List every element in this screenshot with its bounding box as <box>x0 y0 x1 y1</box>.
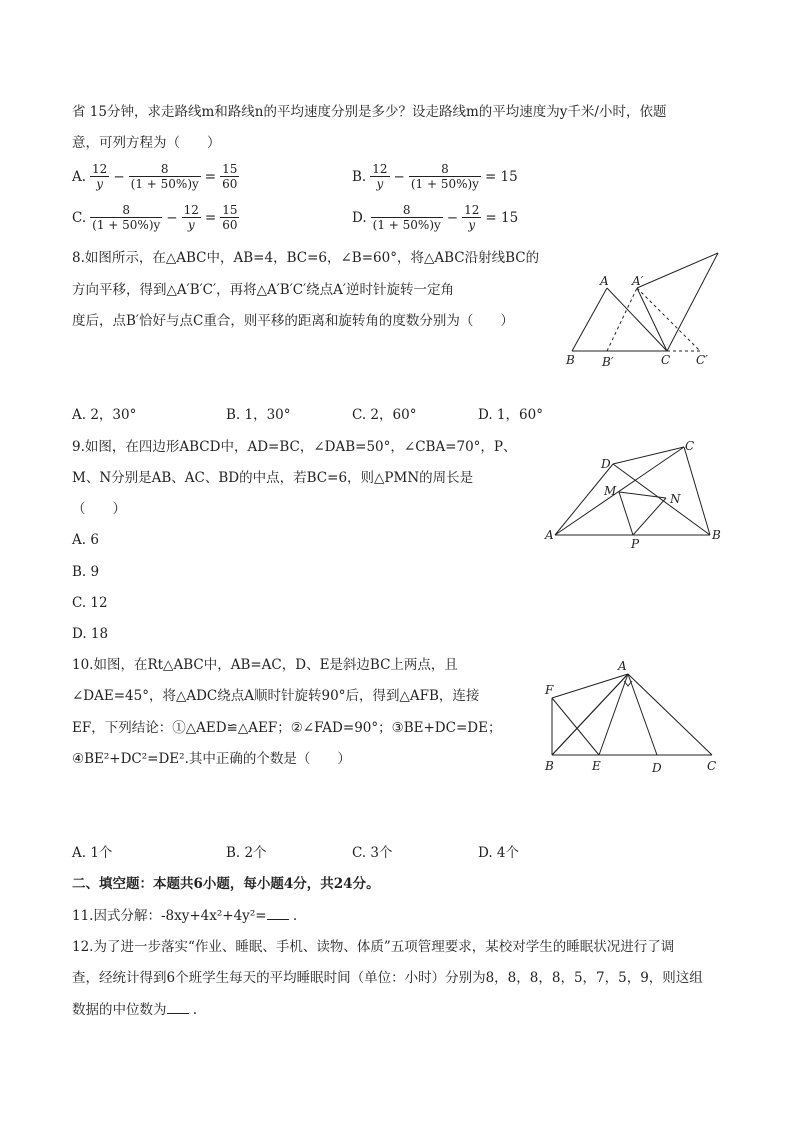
operator: − <box>113 168 125 185</box>
numerator: 8 <box>409 162 481 177</box>
denominator: 60 <box>222 177 238 191</box>
segment-mn <box>619 492 666 498</box>
fraction <box>409 162 481 191</box>
q9-line2: M、N分别是AB、AC、BD的中点，若BC=6，则△PMN的周长是 <box>72 470 474 486</box>
label-c: C <box>661 353 671 367</box>
segment-ab <box>572 288 607 351</box>
q8-figure <box>560 248 730 373</box>
denominator: (1 + 50%)y <box>372 218 441 232</box>
section-heading: 二、填空题：本题共6小题，每小题4分，共24分。 <box>72 876 380 892</box>
label-b: B <box>545 759 554 773</box>
numerator: 12 <box>372 162 388 176</box>
segment-fe <box>552 698 599 755</box>
denominator: (1 + 50%)y <box>130 177 199 191</box>
fraction <box>371 203 443 232</box>
label-a: A <box>545 528 554 542</box>
q11-tail: . <box>292 908 298 924</box>
option-label: D. <box>352 209 367 226</box>
numerator: 15 <box>222 203 238 217</box>
numerator: 8 <box>90 203 162 218</box>
segment-ac <box>555 447 684 535</box>
segment-a1-top <box>637 253 718 288</box>
fraction <box>90 203 162 232</box>
q8-option-b: B. 1，30° <box>226 407 291 423</box>
label-e: E <box>592 759 601 773</box>
segment-dc <box>613 447 684 464</box>
q11-text: 11.因式分解：-8xy+4x²+4y²= <box>72 908 267 924</box>
numerator: 12 <box>183 203 199 217</box>
label-m: M <box>604 484 617 498</box>
denominator: (1 + 50%)y <box>92 218 161 232</box>
segment-mp <box>619 492 633 535</box>
fraction <box>220 162 239 191</box>
q10-line2: ∠DAE=45°，将△ADC绕点A顺时针旋转90°后，得到△AFB，连接 <box>72 688 480 704</box>
option-label: B. <box>352 168 367 185</box>
label-d: D <box>652 761 662 775</box>
q9-option-b: B. 9 <box>72 564 100 580</box>
q7-option-b <box>352 162 518 191</box>
q9-option-d: D. 18 <box>72 626 109 642</box>
q10-figure <box>540 656 725 776</box>
label-b: B <box>712 528 721 542</box>
q12-line1: 12.为了进一步落实“作业、睡眠、手机、读物、体质”五项管理要求，某校对学生的睡眠状况进行了调 <box>72 939 675 955</box>
q10-line3: EF，下列结论：①△AED≌△AEF；②∠FAD=90°；③BE+DC=DE； <box>72 720 502 736</box>
label-f: F <box>545 683 554 697</box>
label-a: A <box>600 274 609 288</box>
segment-a1c1 <box>637 288 700 351</box>
numerator: 8 <box>129 162 201 177</box>
segment-b1a1 <box>607 288 637 351</box>
label-d: D <box>601 457 611 471</box>
equals: = 15 <box>485 209 519 226</box>
numerator: 12 <box>464 203 480 217</box>
segment-cb <box>684 447 710 535</box>
q9-line3: （ ） <box>72 501 126 517</box>
q9-figure <box>540 436 725 554</box>
q10-option-c: C. 3个 <box>352 845 393 861</box>
q9-line1: 9.如图，在四边形ABCD中，AD=BC，∠DAB=50°，∠CBA=70°，P、 <box>72 439 517 455</box>
denominator: (1 + 50%)y <box>410 177 479 191</box>
fraction <box>370 162 389 191</box>
equals: = <box>204 168 217 185</box>
angle-mark <box>624 681 632 686</box>
q8-option-c: C. 2，60° <box>352 407 417 423</box>
denominator: y <box>187 218 195 232</box>
fraction <box>182 203 201 232</box>
equals: = 15 <box>484 168 518 185</box>
q8-line2: 方向平移，得到△A′B′C′，再将△A′B′C′绕点A′逆时针旋转一定角 <box>72 282 454 298</box>
q9-option-c: C. 12 <box>72 595 108 611</box>
q10-line4: ④BE²+DC²=DE².其中正确的个数是（ ） <box>72 751 351 767</box>
operator: − <box>393 168 405 185</box>
q9-option-a: A. 6 <box>72 532 99 548</box>
operator: − <box>446 209 459 226</box>
segment-np <box>633 498 666 535</box>
q10-option-d: D. 4个 <box>478 845 520 861</box>
operator: − <box>166 209 178 226</box>
numerator: 8 <box>371 203 443 218</box>
denominator: y <box>376 177 384 191</box>
q7-option-c <box>72 203 241 232</box>
q12-line3: 数据的中位数为 <box>72 1002 167 1018</box>
label-p: P <box>631 537 640 551</box>
fraction <box>220 203 239 232</box>
q12-tail: . <box>192 1002 198 1018</box>
denominator: y <box>468 218 476 232</box>
segment-a1c <box>637 288 667 351</box>
q12-line3-wrap <box>72 999 197 1020</box>
q10-option-a: A. 1个 <box>72 845 113 861</box>
segment-db <box>613 464 710 535</box>
numerator: 15 <box>222 162 238 176</box>
label-c: C <box>685 439 695 453</box>
q11 <box>72 905 297 926</box>
label-c: C <box>707 759 717 773</box>
answer-blank <box>167 999 189 1014</box>
label-a: A <box>618 659 627 673</box>
segment-ac <box>607 288 667 351</box>
fraction <box>462 203 481 232</box>
segment-ad <box>628 674 657 755</box>
q8-option-a: A. 2，30° <box>72 407 137 423</box>
equals: = <box>204 209 217 226</box>
label-c-prime: C′ <box>696 353 708 367</box>
q10-line1: 10.如图，在Rt△ABC中，AB=AC，D、E是斜边BC上两点，且 <box>72 657 458 673</box>
q12-line2: 查，经统计得到6个班学生每天的平均睡眠时间（单位：小时）分别为8，8，8，8，5，7，5，9，则这组 <box>72 970 703 986</box>
segment-ad <box>555 464 613 535</box>
q7-stem-line2: 意，可列方程为（ ） <box>72 135 221 151</box>
label-b: B <box>566 353 575 367</box>
fraction <box>90 162 109 191</box>
q7-stem-line1: 省 15分钟，求走路线m和路线n的平均速度分别是多少？设走路线m的平均速度为y千米/小时，依题 <box>72 104 667 120</box>
q8-line1: 8.如图所示，在△ABC中，AB=4，BC=6，∠B=60°，将△ABC沿射线BC的 <box>72 250 540 266</box>
denominator: y <box>96 177 104 191</box>
q10-option-b: B. 2个 <box>226 845 267 861</box>
q8-line3: 度后，点B′恰好与点C重合，则平移的距离和旋转角的度数分别为（ ） <box>72 313 514 329</box>
q8-option-d: D. 1，60° <box>478 407 543 423</box>
label-b-prime: B′ <box>602 355 614 369</box>
label-a-prime: A′ <box>632 274 644 288</box>
segment-ae <box>599 674 628 755</box>
q7-option-a <box>72 162 241 191</box>
option-label: C. <box>72 209 87 226</box>
segment-ac <box>628 674 712 755</box>
numerator: 12 <box>92 162 108 176</box>
fraction <box>129 162 201 191</box>
q7-option-d <box>352 203 518 232</box>
segment-top-c <box>667 253 718 351</box>
denominator: 60 <box>222 218 238 232</box>
label-n: N <box>670 492 681 506</box>
option-label: A. <box>72 168 87 185</box>
answer-blank <box>267 905 289 920</box>
